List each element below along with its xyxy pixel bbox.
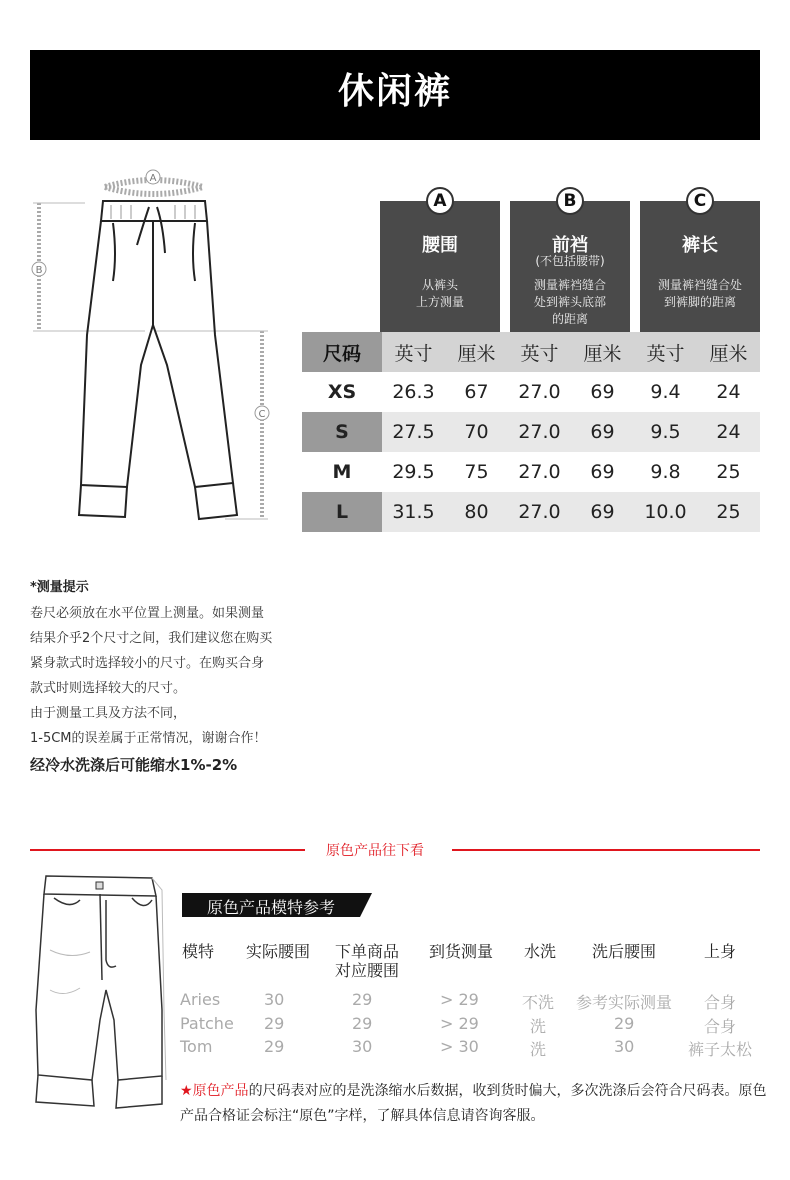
header-cell: 厘米 (571, 332, 634, 372)
waist-desc: 从裤头 上方测量 (415, 278, 464, 309)
length-desc: 测量裤裆缝合处 到裤脚的距离 (657, 278, 742, 309)
header-cell: 厘米 (445, 332, 508, 372)
table-cell: 9.8 (650, 461, 681, 483)
table-row (302, 492, 760, 532)
measure-col-waist (380, 191, 500, 339)
size-cell: XS (327, 381, 357, 403)
table-cell: 25 (716, 461, 741, 483)
length-title: 裤长 (682, 235, 718, 256)
table-cell: 69 (590, 381, 615, 403)
marker-b-label: B (35, 265, 43, 276)
table-cell: 9.5 (634, 412, 697, 452)
model-header-cell: 上身 (703, 942, 736, 961)
model-cell: 参考实际测量 (576, 993, 673, 1012)
waist-title: 腰围 (422, 235, 458, 256)
model-header-cell: 到货测量 (428, 942, 493, 961)
rise-subtitle: (不包括腰带) (535, 254, 605, 268)
model-header-cell: 洗后腰围 (591, 942, 656, 961)
model-cell: 合身 (704, 993, 737, 1012)
marker-c-label: C (258, 409, 266, 420)
model-cell: Patche (180, 1014, 234, 1033)
raw-denim-note (180, 1079, 770, 1129)
table-cell: 69 (571, 492, 634, 532)
model-cell: > 30 (440, 1037, 479, 1056)
model-cell: 29 (614, 1014, 635, 1033)
model-cell: 洗 (530, 1040, 547, 1059)
tip-line: 紧身款式时选择较小的尺寸。在购买合身 (30, 656, 265, 671)
rise-desc: 测量裤裆缝合 处到裤头底部 的距离 (533, 278, 606, 326)
tip-line: 由于测量工具及方法不同， (30, 706, 187, 721)
table-cell: 27.0 (518, 461, 561, 483)
model-cell: 30 (614, 1037, 635, 1056)
divider-label: 原色产品往下看 (326, 843, 424, 859)
pants-outline (79, 201, 237, 519)
model-cell: 合身 (704, 1017, 737, 1036)
badge-a: A (426, 187, 454, 215)
table-cell: 69 (590, 461, 615, 483)
table-cell: 25 (697, 492, 760, 532)
pants-measurement-diagram (25, 165, 285, 535)
header-cell: 英寸 (634, 332, 697, 372)
badge-b: B (556, 187, 584, 215)
table-cell: 67 (464, 381, 489, 403)
size-cell: S (302, 412, 382, 452)
model-header-cell: 下单商品 对应腰围 (334, 942, 399, 980)
badge-c: C (686, 187, 714, 215)
model-cell: 30 (352, 1037, 373, 1056)
model-cell: 裤子太松 (688, 1040, 753, 1059)
table-cell: 75 (464, 461, 489, 483)
model-cell: 不洗 (522, 993, 555, 1012)
model-cell: 29 (264, 1037, 285, 1056)
header-cell: 尺码 (302, 332, 382, 372)
model-cell: 30 (264, 990, 285, 1009)
measure-col-length (640, 191, 760, 339)
note-highlight: 原色产品 (192, 1083, 249, 1099)
model-cell: > 29 (440, 990, 479, 1009)
model-section-title: 原色产品模特参考 (207, 898, 336, 917)
note-text: 的尺码表对应的是洗涤缩水后数据，收到货时偏大，多次洗涤后会符合尺码表。原色产品合格证会标注“原色”字样，了解具体信息请咨询客服。 (180, 1083, 767, 1124)
model-header-cell: 实际腰围 (245, 942, 310, 961)
model-header-cell: 模特 (181, 942, 214, 961)
tip-line: 1-5CM的误差属于正常情况，谢谢合作！ (30, 731, 267, 746)
size-cell: L (302, 492, 382, 532)
size-table-header (302, 332, 760, 372)
table-cell: 27.0 (518, 381, 561, 403)
table-cell: 24 (716, 381, 741, 403)
header-cell: 英寸 (508, 332, 571, 372)
table-row (302, 412, 760, 452)
tips-title: *测量提示 (30, 580, 89, 595)
size-cell: M (332, 461, 352, 483)
tip-line: 款式时则选择较大的尺寸。 (30, 681, 187, 696)
model-cell: Tom (180, 1037, 213, 1056)
table-cell: 26.3 (392, 381, 435, 403)
shrinkage-note: 经冷水洗涤后可能缩水1%-2% (30, 756, 238, 774)
table-cell: 27.5 (382, 412, 445, 452)
divider-line-left (30, 849, 305, 851)
table-cell: 69 (571, 412, 634, 452)
table-cell: 29.5 (392, 461, 435, 483)
marker-a-label: A (149, 173, 157, 184)
model-cell: Aries (180, 990, 221, 1009)
header-cell: 英寸 (382, 332, 445, 372)
model-header-cell: 水洗 (523, 942, 556, 961)
model-cell: 29 (352, 1014, 373, 1033)
size-table (302, 332, 760, 532)
model-cell: > 29 (440, 1014, 479, 1033)
table-cell: 27.0 (508, 412, 571, 452)
table-cell: 10.0 (634, 492, 697, 532)
table-cell: 80 (445, 492, 508, 532)
model-cell: 29 (264, 1014, 285, 1033)
table-cell: 70 (445, 412, 508, 452)
header-cell: 厘米 (697, 332, 760, 372)
table-cell: 27.0 (508, 492, 571, 532)
page-title: 休闲裤 (30, 50, 760, 140)
divider-line-right (452, 849, 760, 851)
rise-title: 前裆 (552, 235, 588, 256)
table-cell: 24 (697, 412, 760, 452)
tip-line: 卷尺必须放在水平位置上测量。如果测量 (30, 606, 265, 621)
table-cell: 31.5 (382, 492, 445, 532)
tip-line: 结果介乎2个尺寸之间，我们建议您在购买 (30, 631, 273, 646)
table-row (302, 372, 760, 412)
jeans-illustration (30, 870, 170, 1125)
table-cell: 9.4 (650, 381, 681, 403)
model-cell: 洗 (530, 1017, 547, 1036)
measure-col-rise (510, 191, 630, 339)
table-row (302, 452, 760, 492)
model-cell: 29 (352, 990, 373, 1009)
star-icon: ★ (180, 1083, 193, 1099)
